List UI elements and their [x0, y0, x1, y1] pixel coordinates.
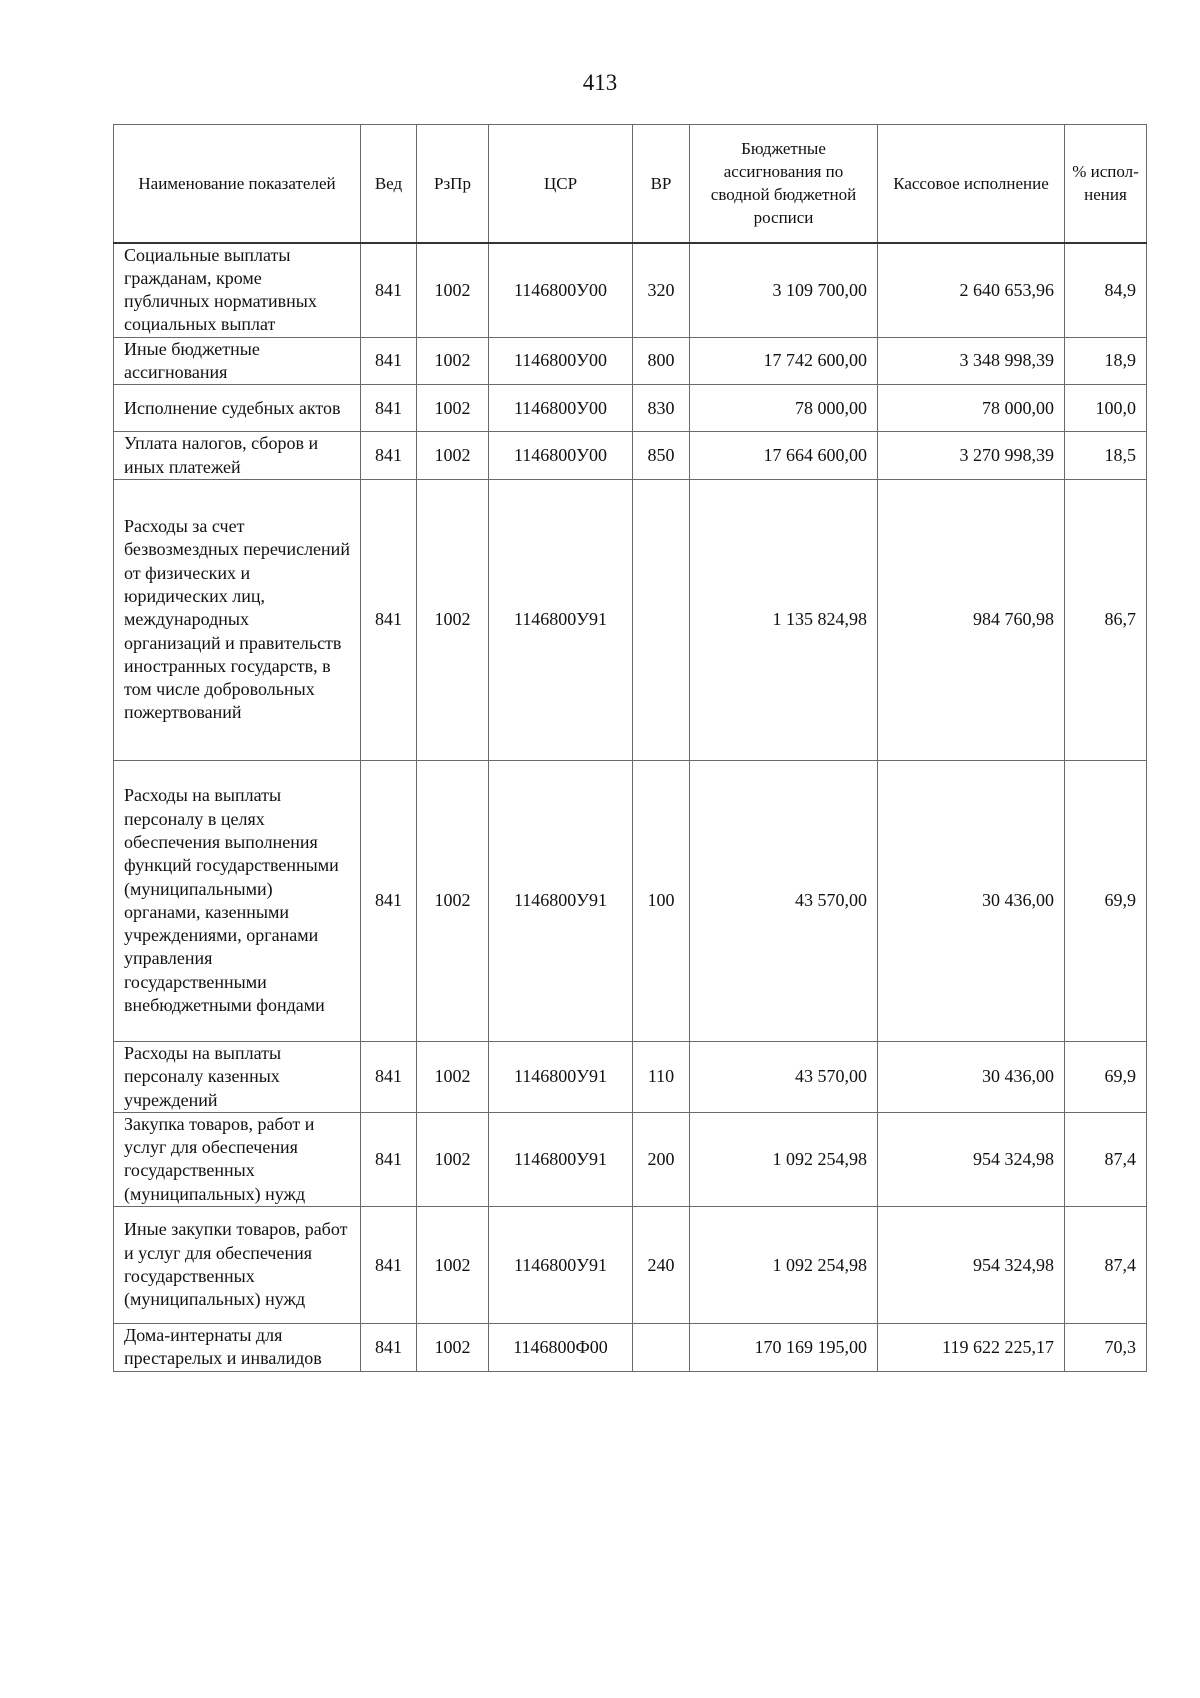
- row-ved: 841: [361, 337, 417, 385]
- row-csr: 1146800У91: [489, 1112, 633, 1206]
- row-rzpr: 1002: [417, 1041, 489, 1112]
- header-rzpr: РзПр: [417, 125, 489, 243]
- row-cash: 30 436,00: [878, 1041, 1065, 1112]
- table-row: [114, 479, 1147, 760]
- row-ved: 841: [361, 432, 417, 480]
- row-budget: 170 169 195,00: [690, 1324, 878, 1372]
- header-percent: % испол-нения: [1065, 125, 1147, 243]
- row-csr: 1146800У91: [489, 760, 633, 1041]
- row-name: Дома-интернаты для престарелых и инвалидов: [114, 1324, 361, 1372]
- row-cash: 3 270 998,39: [878, 432, 1065, 480]
- row-vr: 100: [633, 760, 690, 1041]
- row-ved: 841: [361, 479, 417, 760]
- page-number: 413: [582, 70, 618, 95]
- header-budget: Бюджетные ассигнования по сводной бюджетной росписи: [690, 125, 878, 243]
- row-cash: 2 640 653,96: [878, 243, 1065, 338]
- row-name: Исполнение судебных актов: [114, 385, 361, 432]
- row-csr: 1146800У00: [489, 337, 633, 385]
- header-cash: Кассовое исполнение: [878, 125, 1065, 243]
- row-budget: 17 742 600,00: [690, 337, 878, 385]
- row-percent: 70,3: [1065, 1324, 1147, 1372]
- row-budget: 3 109 700,00: [690, 243, 878, 338]
- row-cash: 78 000,00: [878, 385, 1065, 432]
- row-name: Расходы за счет безвозмездных перечислений от физических и юридических лиц, международных организаций и правительств иностранных государств, в том числе добровольных пожертвований: [114, 479, 361, 760]
- header-csr: ЦСР: [489, 125, 633, 243]
- table-row: [114, 1112, 1147, 1206]
- header-vr: ВР: [633, 125, 690, 243]
- table-header-row: [114, 125, 1147, 243]
- row-name: Закупка товаров, работ и услуг для обеспечения государственных (муниципальных) нужд: [114, 1112, 361, 1206]
- row-budget: 78 000,00: [690, 385, 878, 432]
- row-rzpr: 1002: [417, 1324, 489, 1372]
- row-rzpr: 1002: [417, 479, 489, 760]
- row-name: Социальные выплаты гражданам, кроме публичных нормативных социальных выплат: [114, 243, 361, 338]
- table-row: [114, 385, 1147, 432]
- budget-execution-table: [113, 124, 1147, 1372]
- row-cash: 3 348 998,39: [878, 337, 1065, 385]
- row-vr: 200: [633, 1112, 690, 1206]
- header-ved: Вед: [361, 125, 417, 243]
- row-vr: 800: [633, 337, 690, 385]
- table-row: [114, 1041, 1147, 1112]
- row-budget: 1 092 254,98: [690, 1112, 878, 1206]
- row-rzpr: 1002: [417, 1112, 489, 1206]
- row-vr: 320: [633, 243, 690, 338]
- row-ved: 841: [361, 243, 417, 338]
- row-percent: 18,5: [1065, 432, 1147, 480]
- row-percent: 69,9: [1065, 760, 1147, 1041]
- row-csr: 1146800У91: [489, 479, 633, 760]
- row-cash: 30 436,00: [878, 760, 1065, 1041]
- row-percent: 87,4: [1065, 1112, 1147, 1206]
- row-percent: 87,4: [1065, 1207, 1147, 1324]
- row-name: Расходы на выплаты персоналу в целях обеспечения выполнения функций государственными (муниципальными) органами, казенными учреждениями, органами управления государственными внебюджетными фондами: [114, 760, 361, 1041]
- row-csr: 1146800Ф00: [489, 1324, 633, 1372]
- table-row: [114, 432, 1147, 480]
- row-ved: 841: [361, 1112, 417, 1206]
- row-cash: 119 622 225,17: [878, 1324, 1065, 1372]
- row-percent: 86,7: [1065, 479, 1147, 760]
- row-vr: 110: [633, 1041, 690, 1112]
- row-percent: 69,9: [1065, 1041, 1147, 1112]
- row-budget: 1 135 824,98: [690, 479, 878, 760]
- row-vr: 830: [633, 385, 690, 432]
- row-rzpr: 1002: [417, 432, 489, 480]
- row-rzpr: 1002: [417, 243, 489, 338]
- row-percent: 100,0: [1065, 385, 1147, 432]
- row-percent: 84,9: [1065, 243, 1147, 338]
- row-name: Иные закупки товаров, работ и услуг для обеспечения государственных (муниципальных) нужд: [114, 1207, 361, 1324]
- row-csr: 1146800У00: [489, 243, 633, 338]
- row-budget: 1 092 254,98: [690, 1207, 878, 1324]
- row-ved: 841: [361, 1207, 417, 1324]
- row-budget: 43 570,00: [690, 760, 878, 1041]
- row-csr: 1146800У00: [489, 432, 633, 480]
- row-vr: 850: [633, 432, 690, 480]
- row-cash: 954 324,98: [878, 1112, 1065, 1206]
- row-ved: 841: [361, 1041, 417, 1112]
- row-csr: 1146800У91: [489, 1207, 633, 1324]
- row-cash: 984 760,98: [878, 479, 1065, 760]
- row-name: Расходы на выплаты персоналу казенных учреждений: [114, 1041, 361, 1112]
- table-row: [114, 760, 1147, 1041]
- row-rzpr: 1002: [417, 337, 489, 385]
- row-ved: 841: [361, 1324, 417, 1372]
- table-row: [114, 1207, 1147, 1324]
- table-row: [114, 243, 1147, 338]
- table-row: [114, 1324, 1147, 1372]
- row-percent: 18,9: [1065, 337, 1147, 385]
- row-csr: 1146800У91: [489, 1041, 633, 1112]
- table-row: [114, 337, 1147, 385]
- row-vr: [633, 1324, 690, 1372]
- row-csr: 1146800У00: [489, 385, 633, 432]
- header-name: Наименование показателей: [114, 125, 361, 243]
- row-rzpr: 1002: [417, 760, 489, 1041]
- row-budget: 43 570,00: [690, 1041, 878, 1112]
- row-name: Иные бюджетные ассигнования: [114, 337, 361, 385]
- row-ved: 841: [361, 760, 417, 1041]
- row-vr: 240: [633, 1207, 690, 1324]
- row-cash: 954 324,98: [878, 1207, 1065, 1324]
- row-ved: 841: [361, 385, 417, 432]
- row-name: Уплата налогов, сборов и иных платежей: [114, 432, 361, 480]
- row-rzpr: 1002: [417, 385, 489, 432]
- row-vr: [633, 479, 690, 760]
- row-rzpr: 1002: [417, 1207, 489, 1324]
- row-budget: 17 664 600,00: [690, 432, 878, 480]
